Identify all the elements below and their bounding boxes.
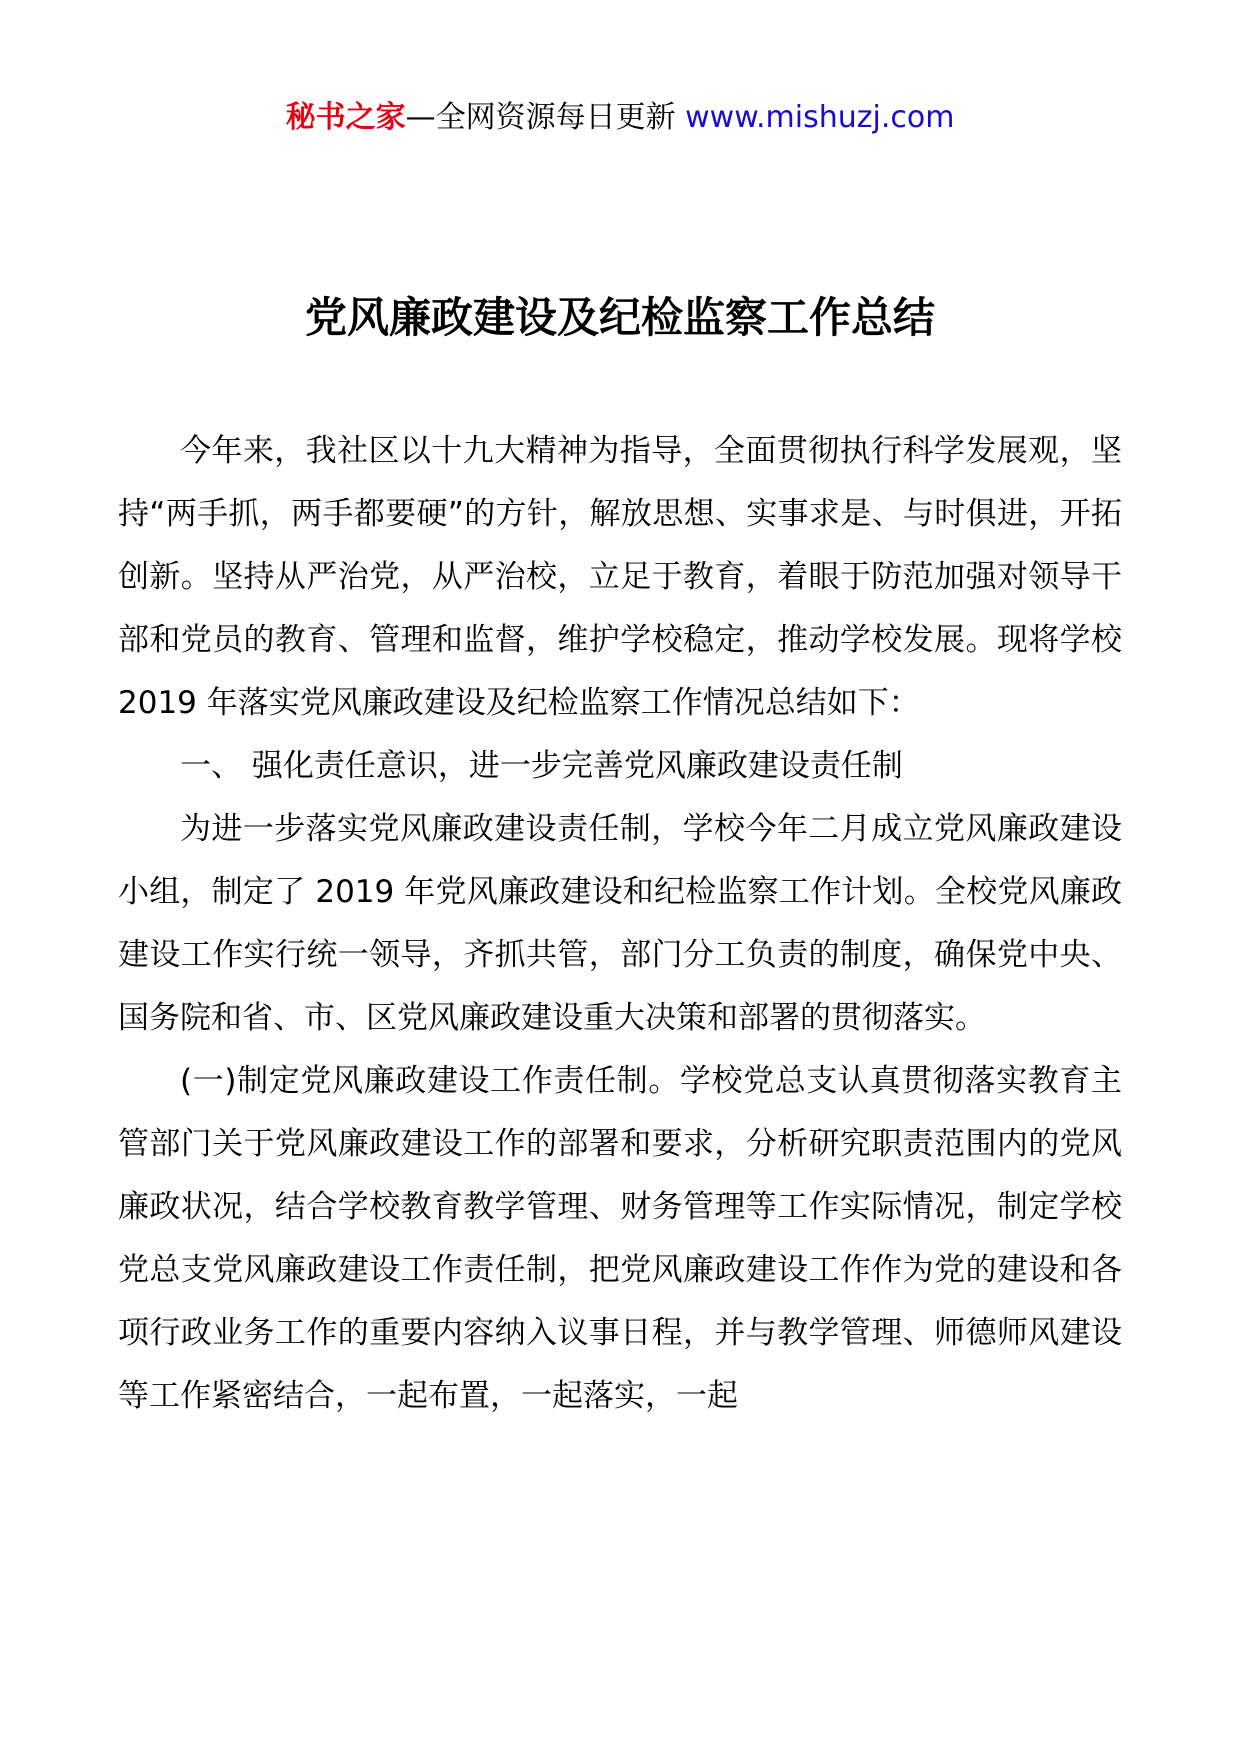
body-paragraph: 为进一步落实党风廉政建设责任制，学校今年二月成立党风廉政建设小组，制定了 2019 年党风廉政建设和纪检监察工作计划。全校党风廉政建设工作实行统一领导，齐抓共管，部门分工负责的制度，确保党中央、国务院和省、市、区党风廉政建设重大决策和部署的贯彻落实。	[118, 811, 1122, 1036]
brand-name: 秘书之家	[285, 100, 406, 135]
intro-paragraph: 今年来，我社区以十九大精神为指导，全面贯彻执行科学发展观，坚持“两手抓，两手都要硬”的方针，解放思想、实事求是、与时俱进，开拓创新。坚持从严治党，从严治校，立足于教育，着眼于防范加强对领导干部和党员的教育、管理和监督，维护学校稳定，推动学校发展。现将学校 2019 年落实党风廉政建设及纪检监察工作情况总结如下：	[118, 433, 1122, 721]
document-body	[118, 420, 1122, 1428]
section-heading: 一、 强化责任意识，进一步完善党风廉政建设责任制	[180, 748, 903, 784]
document-title: 党风廉政建设及纪检监察工作总结	[304, 293, 935, 342]
site-url-link[interactable]: www.mishuzj.com	[685, 100, 955, 135]
header-slogan: —全网资源每日更新	[405, 100, 676, 135]
body-paragraph: (一)制定党风廉政建设工作责任制。学校党总支认真贯彻落实教育主管部门关于党风廉政建设工作的部署和要求，分析研究职责范围内的党风廉政状况，结合学校教育教学管理、财务管理等工作实际情况，制定学校党总支党风廉政建设工作责任制，把党风廉政建设工作作为党的建设和各项行政业务工作的重要内容纳入议事日程，并与教学管理、师德师风建设等工作紧密结合，一起布置，一起落实，一起	[118, 1063, 1122, 1414]
page-header	[0, 98, 1240, 138]
